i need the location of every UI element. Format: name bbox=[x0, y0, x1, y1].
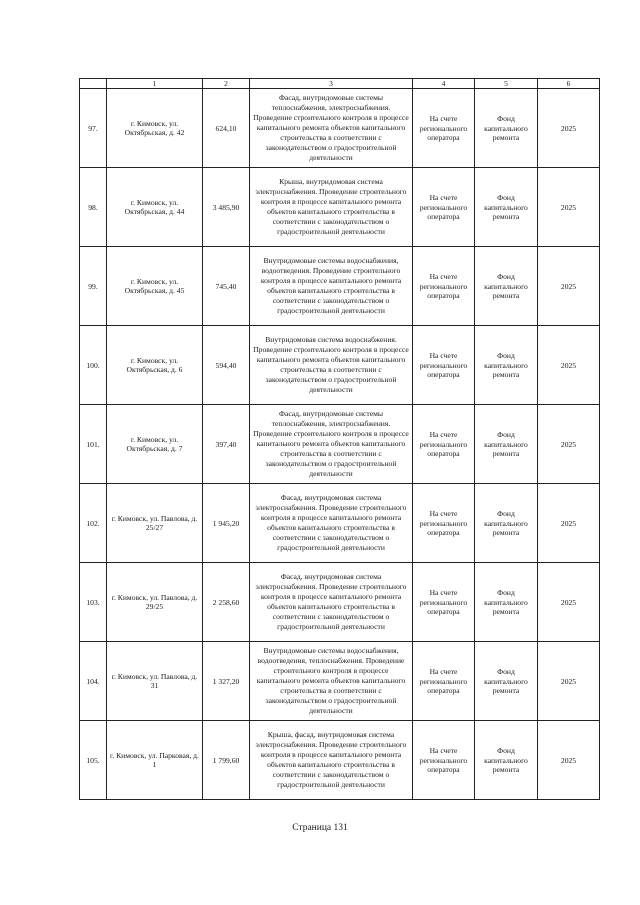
table-row bbox=[80, 642, 600, 721]
works-description-cell: Внутридомовые системы водоснабжения, водоотведения, теплоснабжения. Проведение строительного контроля в процессе капитального ремонта объектов капитального строительства в соответствии с законодательством о градостроительной деятельности bbox=[250, 642, 413, 721]
column-header: 4 bbox=[413, 79, 475, 89]
cost-cell: 3 485,90 bbox=[203, 168, 250, 247]
cost-cell: 594,40 bbox=[203, 326, 250, 405]
works-description-cell: Внутридомовые системы водоснабжения, водоотведения. Проведение строительного контроля в процессе капитального ремонта объектов капитального строительства в соответствии с законодательством о градостроительной деятельности bbox=[250, 247, 413, 326]
year-cell: 2025 bbox=[538, 563, 600, 642]
address-cell: г. Кимовск, ул. Октябрьская, д. 42 bbox=[107, 89, 203, 168]
cost-cell: 1 799,60 bbox=[203, 721, 250, 800]
page-number: Страница 131 bbox=[292, 823, 348, 833]
funding-source-cell: Фонд капитального ремонта bbox=[475, 405, 538, 484]
table-row bbox=[80, 247, 600, 326]
funding-source-cell: Фонд капитального ремонта bbox=[475, 721, 538, 800]
table-row bbox=[80, 721, 600, 800]
account-cell: На счете регионального оператора bbox=[413, 721, 475, 800]
table-row bbox=[80, 168, 600, 247]
column-header: 6 bbox=[538, 79, 600, 89]
funding-source-cell: Фонд капитального ремонта bbox=[475, 642, 538, 721]
cost-cell: 2 258,60 bbox=[203, 563, 250, 642]
works-description-cell: Крыша, фасад, внутридомовая система электроснабжения. Проведение строительного контроля в процессе капитального ремонта объектов капитального строительства в соответствии с законодательством о градостроительной деятельности bbox=[250, 721, 413, 800]
row-number: 105. bbox=[80, 721, 107, 800]
address-cell: г. Кимовск, ул. Павлова, д. 25/27 bbox=[107, 484, 203, 563]
table-row bbox=[80, 563, 600, 642]
column-header: 3 bbox=[250, 79, 413, 89]
cost-cell: 745,40 bbox=[203, 247, 250, 326]
repair-program-table bbox=[79, 78, 600, 800]
row-number: 104. bbox=[80, 642, 107, 721]
funding-source-cell: Фонд капитального ремонта bbox=[475, 247, 538, 326]
row-number: 102. bbox=[80, 484, 107, 563]
table-row bbox=[80, 405, 600, 484]
account-cell: На счете регионального оператора bbox=[413, 642, 475, 721]
table-row bbox=[80, 326, 600, 405]
address-cell: г. Кимовск, ул. Павлова, д. 29/25 bbox=[107, 563, 203, 642]
works-description-cell: Фасад, внутридомовые системы теплоснабжения, электроснабжения. Проведение строительного контроля в процессе капитального ремонта объектов капитального строительства в соответствии с законодательством о градостроительной деятельности bbox=[250, 405, 413, 484]
funding-source-cell: Фонд капитального ремонта bbox=[475, 168, 538, 247]
row-number: 99. bbox=[80, 247, 107, 326]
cost-cell: 397,40 bbox=[203, 405, 250, 484]
year-cell: 2025 bbox=[538, 405, 600, 484]
account-cell: На счете регионального оператора bbox=[413, 247, 475, 326]
column-header: 1 bbox=[107, 79, 203, 89]
account-cell: На счете регионального оператора bbox=[413, 484, 475, 563]
table-row bbox=[80, 89, 600, 168]
row-number: 103. bbox=[80, 563, 107, 642]
funding-source-cell: Фонд капитального ремонта bbox=[475, 89, 538, 168]
address-cell: г. Кимовск, ул. Октябрьская, д. 6 bbox=[107, 326, 203, 405]
works-description-cell: Фасад, внутридомовая система электроснабжения. Проведение строительного контроля в процессе капитального ремонта объектов капитального строительства в соответствии с законодательством о градостроительной деятельности bbox=[250, 484, 413, 563]
row-number: 98. bbox=[80, 168, 107, 247]
account-cell: На счете регионального оператора bbox=[413, 89, 475, 168]
year-cell: 2025 bbox=[538, 168, 600, 247]
address-cell: г. Кимовск, ул. Октябрьская, д. 45 bbox=[107, 247, 203, 326]
works-description-cell: Фасад, внутридомовые системы теплоснабжения, электроснабжения. Проведение строительного контроля в процессе капитального ремонта объектов капитального строительства в соответствии с законодательством о градостроительной деятельности bbox=[250, 89, 413, 168]
account-cell: На счете регионального оператора bbox=[413, 405, 475, 484]
row-number: 101. bbox=[80, 405, 107, 484]
address-cell: г. Кимовск, ул. Октябрьская, д. 44 bbox=[107, 168, 203, 247]
address-cell: г. Кимовск, ул. Павлова, д. 31 bbox=[107, 642, 203, 721]
account-cell: На счете регионального оператора bbox=[413, 326, 475, 405]
year-cell: 2025 bbox=[538, 484, 600, 563]
year-cell: 2025 bbox=[538, 721, 600, 800]
account-cell: На счете регионального оператора bbox=[413, 563, 475, 642]
column-header: 5 bbox=[475, 79, 538, 89]
cost-cell: 1 327,20 bbox=[203, 642, 250, 721]
row-number: 100. bbox=[80, 326, 107, 405]
column-number-row bbox=[80, 79, 600, 89]
works-description-cell: Внутридомовая система водоснабжения. Проведение строительного контроля в процессе капитального ремонта объектов капитального строительства в соответствии с законодательством о градостроительной деятельности bbox=[250, 326, 413, 405]
column-header bbox=[80, 79, 107, 89]
year-cell: 2025 bbox=[538, 247, 600, 326]
address-cell: г. Кимовск, ул. Октябрьская, д. 7 bbox=[107, 405, 203, 484]
works-description-cell: Крыша, внутридомовая система электроснабжения. Проведение строительного контроля в процессе капитального ремонта объектов капитального строительства в соответствии с законодательством о градостроительной деятельности bbox=[250, 168, 413, 247]
cost-cell: 1 945,20 bbox=[203, 484, 250, 563]
row-number: 97. bbox=[80, 89, 107, 168]
column-header: 2 bbox=[203, 79, 250, 89]
funding-source-cell: Фонд капитального ремонта bbox=[475, 563, 538, 642]
year-cell: 2025 bbox=[538, 89, 600, 168]
address-cell: г. Кимовск, ул. Парковая, д. 1 bbox=[107, 721, 203, 800]
cost-cell: 624,10 bbox=[203, 89, 250, 168]
works-description-cell: Фасад, внутридомовая система электроснабжения. Проведение строительного контроля в процессе капитального ремонта объектов капитального строительства в соответствии с законодательством о градостроительной деятельности bbox=[250, 563, 413, 642]
funding-source-cell: Фонд капитального ремонта bbox=[475, 484, 538, 563]
table-body bbox=[80, 89, 600, 800]
funding-source-cell: Фонд капитального ремонта bbox=[475, 326, 538, 405]
account-cell: На счете регионального оператора bbox=[413, 168, 475, 247]
year-cell: 2025 bbox=[538, 326, 600, 405]
year-cell: 2025 bbox=[538, 642, 600, 721]
table-row bbox=[80, 484, 600, 563]
